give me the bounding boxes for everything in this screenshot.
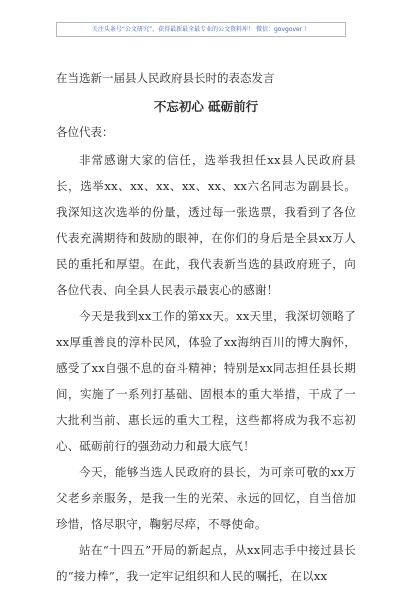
promo-banner[interactable]: 关注头条号“公文研究”，获得最新最全最专业的公文资料库！ 微信：govgover ） (56, 22, 346, 37)
paragraph-2: 今天是我到xx工作的第xx天。xx天里，我深切领略了xx厚重善良的淳朴民风，体验了xx海纳百川的博大胸怀，感受了xx自强不息的奋斗精神；特别是xx同志担任县长期间，实施了一系列打基础、固根本的重大举措，干成了一大批利当前、惠长远的重大工程，这些都将成为我不忘初心、砥砺前行的强劲动力和最大底气！ (56, 309, 356, 453)
salutation: 各位代表： (56, 125, 114, 139)
paragraph-3: 今天，能够当选人民政府的县长，为可亲可敬的xx万父老乡亲服务，是我一生的光荣、永远的回忆，自当倍加珍惜，恪尽职守，鞠躬尽瘁，不辱使命。 (56, 465, 356, 531)
document-body (56, 70, 356, 589)
paragraph-1: 非常感谢大家的信任，选举我担任xx县人民政府县长，选举xx、xx、xx、xx、xx、xx六名同志为副县长。我深知这次选举的份量，透过每一张选票，我看到了各位代表充满期待和鼓励的眼神，在你们的身后是全县xx万人民的重托和厚望。在此，我代表新当选的县政府班子，向各位代表、向全县人民表示最衷心的感谢！ (56, 153, 356, 297)
document-title: 不忘初心 砥砺前行 (153, 99, 259, 114)
document-subject: 在当选新一届县人民政府县长时的表态发言 (56, 71, 275, 85)
paragraph-4: 站在“十四五”开局的新起点，从xx同志手中接过县长的“接力棒”，我一定牢记组织和人民的嘱托，在以xx (56, 543, 356, 583)
